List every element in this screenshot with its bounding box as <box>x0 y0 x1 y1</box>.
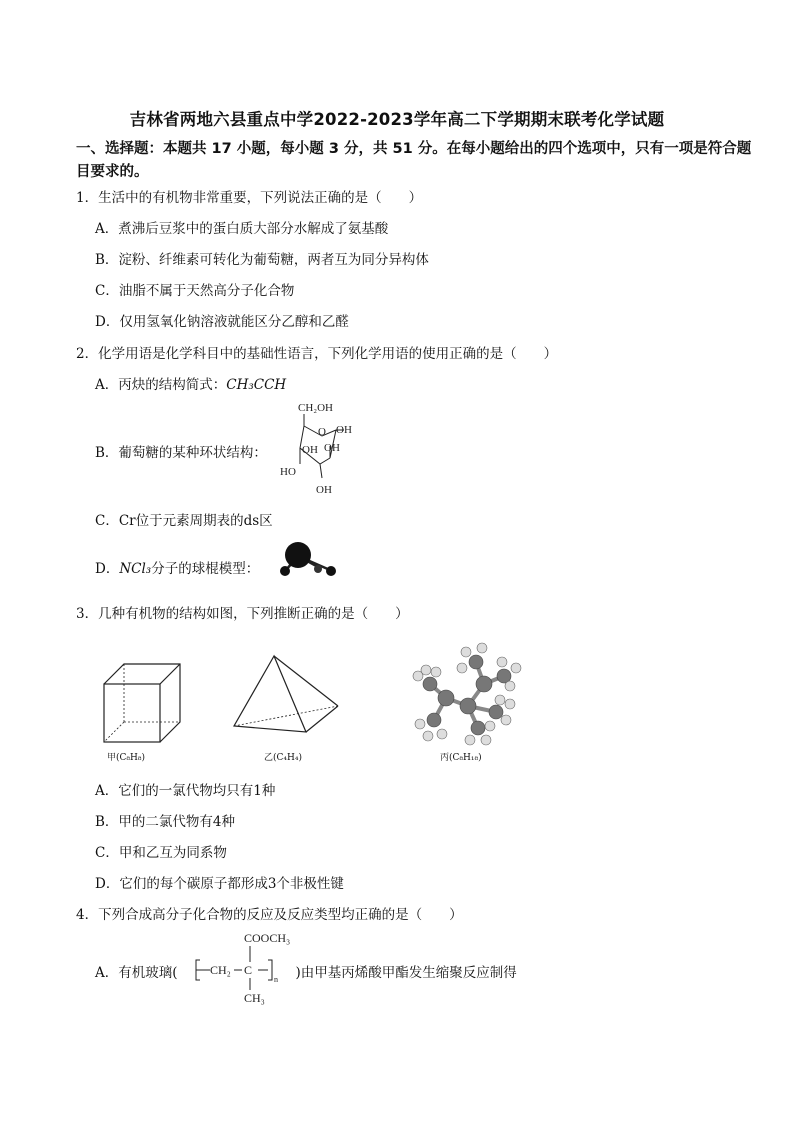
question-2-option-d <box>95 557 259 577</box>
question-3-option-d: D．它们的每个碳原子都形成3个非极性键 <box>95 876 344 892</box>
question-2-option-d-label: D． <box>95 561 120 577</box>
question-2-option-c: C．Cr位于元素周期表的ds区 <box>95 513 273 529</box>
question-1-option-a: A．煮沸后豆浆中的蛋白质大部分水解成了氨基酸 <box>95 221 389 237</box>
question-3-option-a: A．它们的一氯代物均只有1种 <box>95 783 276 799</box>
tetrahedrane-caption: 乙(C₄H₄) <box>264 753 302 763</box>
ncl3-formula: NCl₃ <box>119 561 152 577</box>
question-4-stem: 4．下列合成高分子化合物的反应及反应类型均正确的是（ ） <box>76 907 463 923</box>
question-1-option-b: B．淀粉、纤维素可转化为葡萄糖，两者互为同分异构体 <box>95 252 429 268</box>
question-1-option-d: D．仅用氢氧化钠溶液就能区分乙醇和乙醛 <box>95 314 349 330</box>
tetrahedrane-figure <box>230 652 342 736</box>
ncl3-ball-stick-model <box>272 540 342 582</box>
question-2-stem: 2．化学用语是化学科目中的基础性语言，下列化学用语的使用正确的是（ ） <box>76 346 558 362</box>
pmma-label-ch2: CH₂ <box>210 963 231 977</box>
question-4-option-a-label: A．有机玻璃( <box>95 965 178 981</box>
question-4-option-a-suffix: )由甲基丙烯酸甲酯发生缩聚反应制得 <box>295 965 517 981</box>
pmma-label-n: n <box>274 975 278 984</box>
cubane-caption: 甲(C₈H₈) <box>107 753 145 763</box>
question-2-option-b: B．葡萄糖的某种环状结构： <box>95 445 267 461</box>
cubane-figure <box>100 660 186 746</box>
octane-caption: 丙(C₈H₁₈) <box>440 753 482 763</box>
glucose-label-oh-1: OH <box>336 424 352 436</box>
glucose-label-oh-2: OH <box>324 442 340 454</box>
question-2-option-a <box>95 373 286 393</box>
glucose-ring-structure <box>276 398 356 500</box>
glucose-label-ring-o: O <box>318 426 326 438</box>
question-2-option-d-suffix: 分子的球棍模型： <box>151 561 260 577</box>
question-3-option-c: C．甲和乙互为同系物 <box>95 845 227 861</box>
question-1-stem: 1．生活中的有机物非常重要，下列说法正确的是（ ） <box>76 190 423 206</box>
glucose-label-ho: HO <box>280 466 296 478</box>
section-header: 一、选择题：本题共 17 小题，每小题 3 分，共 51 分。在每小题给出的四个选项中，只有一项是符合题目要求的。 <box>76 141 752 180</box>
pmma-label-cooch3: COOCH₃ <box>244 931 291 945</box>
glucose-label-ch2oh: CH₂OH <box>298 402 334 414</box>
glucose-label-oh-4: OH <box>316 484 332 496</box>
propyne-formula: CH₃CCH <box>226 377 287 393</box>
pmma-label-ch3: CH₃ <box>244 991 265 1005</box>
pmma-structure <box>188 930 312 1012</box>
octane-ball-model <box>406 640 528 746</box>
glucose-label-oh-3: OH <box>302 444 318 456</box>
question-1-option-c: C．油脂不属于天然高分子化合物 <box>95 283 295 299</box>
page-title: 吉林省两地六县重点中学2022-2023学年高二下学期期末联考化学试题 <box>129 110 665 129</box>
pmma-label-c: C <box>244 963 253 977</box>
question-3-stem: 3．几种有机物的结构如图，下列推断正确的是（ ） <box>76 606 409 622</box>
question-2-option-a-label: A．丙炔的结构简式： <box>95 377 227 393</box>
question-3-option-b: B．甲的二氯代物有4种 <box>95 814 236 830</box>
